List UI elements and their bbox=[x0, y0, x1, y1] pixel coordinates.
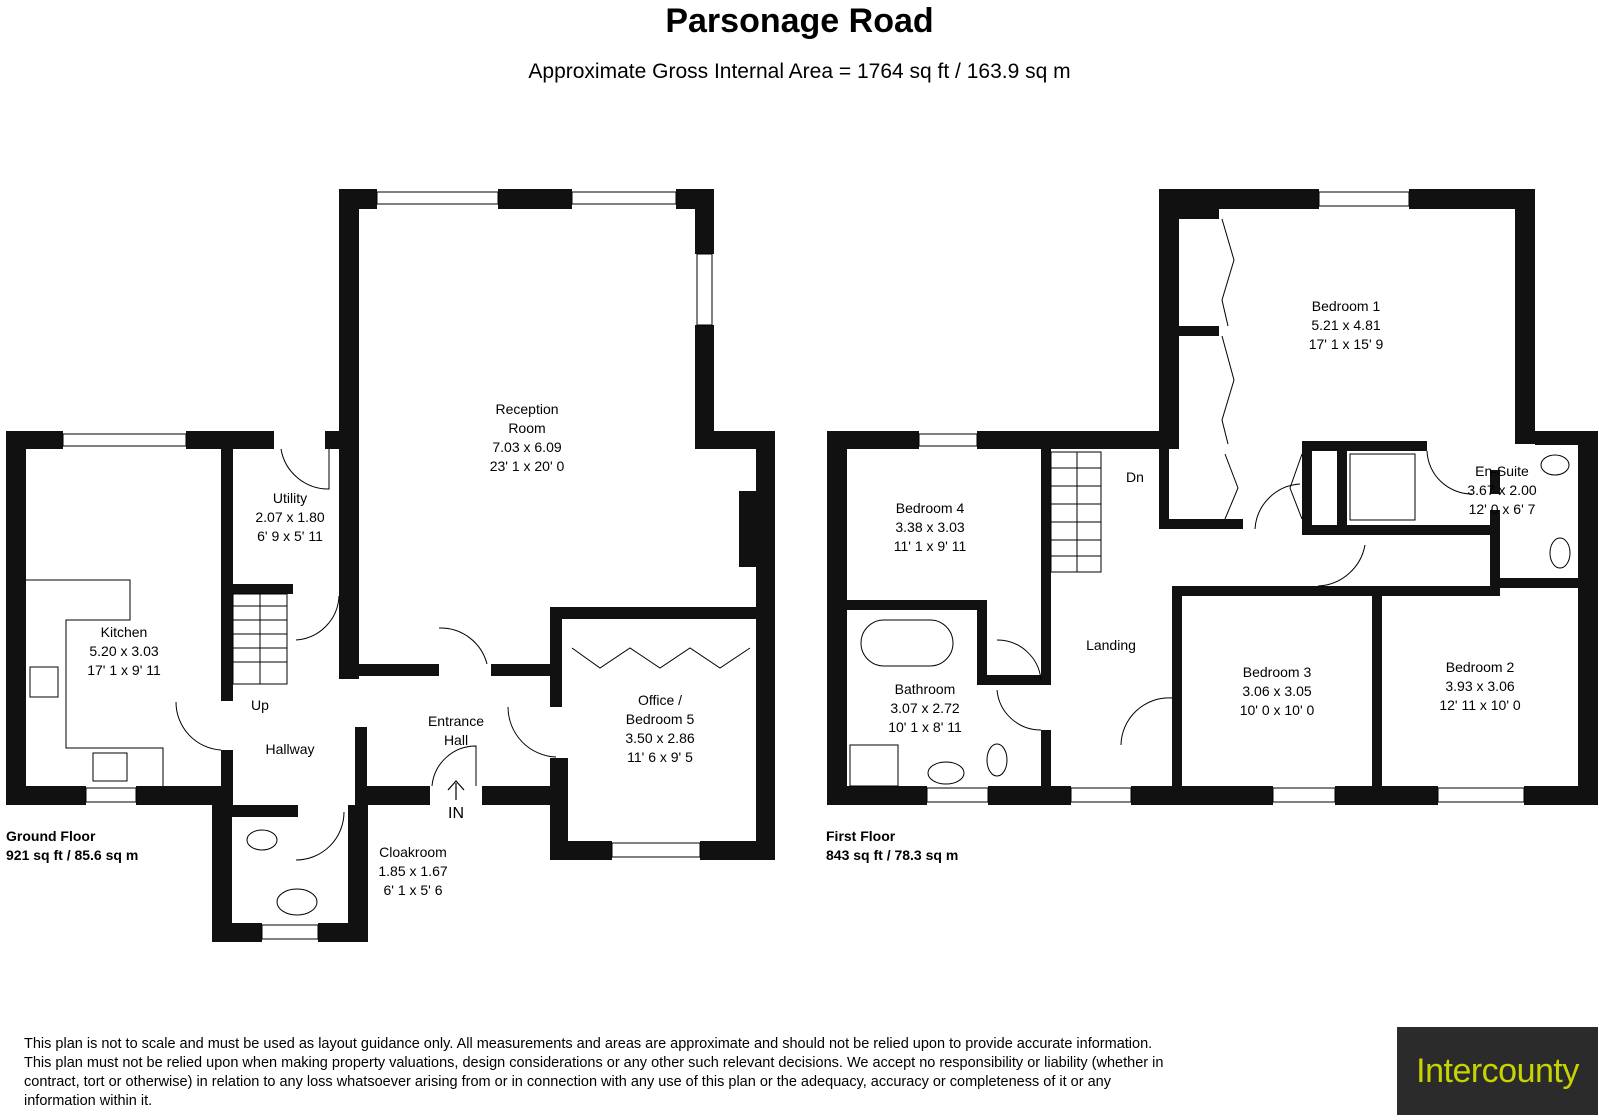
svg-text:6' 1 x 5' 6: 6' 1 x 5' 6 bbox=[383, 882, 443, 898]
wall bbox=[700, 841, 775, 860]
wall bbox=[695, 189, 714, 254]
room-bathroom bbox=[888, 681, 962, 735]
svg-text:17' 1 x 9' 11: 17' 1 x 9' 11 bbox=[87, 662, 161, 678]
wall bbox=[1179, 326, 1219, 336]
room-entrance-hall bbox=[428, 713, 484, 748]
shower-icon bbox=[1350, 454, 1415, 520]
shower-icon bbox=[850, 745, 898, 786]
intercounty-logo: Intercounty bbox=[1397, 1027, 1598, 1115]
basin-icon bbox=[1541, 455, 1569, 475]
first-floor-label bbox=[826, 827, 958, 865]
room-bedroom-1 bbox=[1309, 298, 1384, 352]
door-swing bbox=[281, 449, 329, 489]
wall bbox=[136, 786, 233, 805]
svg-text:Hallway: Hallway bbox=[265, 741, 315, 757]
window bbox=[919, 434, 977, 446]
wall bbox=[1159, 189, 1179, 449]
room-utility bbox=[255, 490, 324, 544]
svg-text:Bedroom 3: Bedroom 3 bbox=[1242, 664, 1312, 680]
door-swing bbox=[439, 628, 487, 664]
wall bbox=[6, 786, 86, 805]
wall bbox=[6, 431, 26, 805]
svg-text:3.06 x 3.05: 3.06 x 3.05 bbox=[1242, 683, 1312, 699]
chimney-breast bbox=[739, 491, 756, 567]
svg-text:Entrance: Entrance bbox=[427, 713, 485, 729]
front-door-swing bbox=[432, 746, 476, 786]
wall bbox=[212, 805, 232, 942]
wall bbox=[482, 786, 568, 805]
window bbox=[86, 788, 136, 802]
wall bbox=[1490, 578, 1598, 588]
wall bbox=[827, 786, 927, 805]
wardrobe-doors bbox=[1222, 336, 1234, 444]
entry-arrow-icon bbox=[448, 781, 464, 800]
svg-text:Cloakroom: Cloakroom bbox=[379, 844, 447, 860]
wall bbox=[1159, 189, 1319, 209]
wall bbox=[1382, 586, 1500, 596]
first-floor-plan bbox=[572, 189, 1598, 805]
door-swing bbox=[1255, 484, 1300, 529]
wall bbox=[1041, 730, 1051, 786]
wall bbox=[550, 841, 612, 860]
wall bbox=[1159, 444, 1169, 529]
wall bbox=[977, 675, 1051, 685]
svg-text:Room: Room bbox=[508, 420, 546, 436]
bath-icon bbox=[861, 620, 953, 666]
wall bbox=[1337, 441, 1347, 526]
svg-text:5.20 x 3.03: 5.20 x 3.03 bbox=[89, 643, 159, 659]
window bbox=[377, 192, 498, 204]
door-swing bbox=[296, 812, 344, 860]
room-kitchen bbox=[87, 624, 161, 678]
wall bbox=[1131, 786, 1273, 805]
svg-text:10' 0 x 10' 0: 10' 0 x 10' 0 bbox=[1239, 702, 1315, 718]
svg-text:Kitchen: Kitchen bbox=[100, 624, 148, 640]
room-landing bbox=[1086, 637, 1136, 653]
wall bbox=[827, 431, 847, 805]
ground-floor-label bbox=[6, 827, 138, 865]
door-swing bbox=[1318, 545, 1365, 586]
kitchen-worktop bbox=[26, 580, 163, 786]
toilet-icon bbox=[1550, 538, 1570, 568]
wall bbox=[1372, 586, 1382, 786]
svg-text:3.50 x 2.86: 3.50 x 2.86 bbox=[625, 730, 695, 746]
svg-text:Hall: Hall bbox=[443, 732, 469, 748]
svg-text:Bedroom 4: Bedroom 4 bbox=[895, 500, 965, 516]
toilet-icon bbox=[247, 830, 277, 850]
svg-text:12' 0 x 6' 7: 12' 0 x 6' 7 bbox=[1468, 501, 1536, 517]
window bbox=[572, 192, 676, 204]
room-office bbox=[625, 692, 694, 765]
room-reception bbox=[490, 401, 565, 474]
wall bbox=[1172, 586, 1382, 596]
basin-icon bbox=[277, 889, 317, 915]
wall bbox=[1159, 519, 1243, 529]
svg-text:3.07 x 2.72: 3.07 x 2.72 bbox=[890, 700, 960, 716]
door-swing bbox=[176, 702, 221, 750]
door-swing bbox=[296, 596, 339, 640]
svg-text:Office /: Office / bbox=[637, 692, 683, 708]
wall bbox=[318, 923, 368, 942]
svg-text:Bathroom: Bathroom bbox=[894, 681, 956, 697]
svg-text:11' 6 x 9' 5: 11' 6 x 9' 5 bbox=[627, 749, 693, 765]
room-hallway bbox=[265, 741, 314, 757]
svg-text:23' 1 x 20' 0: 23' 1 x 20' 0 bbox=[489, 458, 565, 474]
svg-text:Bedroom 2: Bedroom 2 bbox=[1445, 659, 1515, 675]
svg-text:7.03 x 6.09: 7.03 x 6.09 bbox=[492, 439, 562, 455]
window bbox=[1319, 192, 1409, 206]
wall bbox=[756, 607, 775, 860]
wall bbox=[1179, 209, 1219, 219]
wall bbox=[977, 600, 987, 685]
stairs-down-label bbox=[1126, 469, 1144, 485]
wall bbox=[348, 805, 368, 942]
wall bbox=[491, 664, 562, 676]
window bbox=[927, 788, 988, 802]
svg-text:Bedroom 1: Bedroom 1 bbox=[1311, 298, 1381, 314]
wall bbox=[550, 607, 562, 707]
wardrobe-doors bbox=[1225, 454, 1238, 519]
gross-area-subtitle: Approximate Gross Internal Area = 1764 sq ft / 163.9 sq m bbox=[528, 60, 1071, 83]
basin-icon bbox=[928, 762, 964, 784]
wall bbox=[1490, 510, 1500, 578]
svg-text:1.85 x 1.67: 1.85 x 1.67 bbox=[378, 863, 448, 879]
svg-text:3.93 x 3.06: 3.93 x 3.06 bbox=[1445, 678, 1515, 694]
svg-text:11' 1 x 9' 11: 11' 1 x 9' 11 bbox=[893, 538, 967, 554]
sink-icon bbox=[93, 753, 127, 781]
stairs-down bbox=[1051, 452, 1101, 572]
door-swing bbox=[1427, 451, 1472, 494]
svg-text:12' 11 x 10' 0: 12' 11 x 10' 0 bbox=[1439, 697, 1521, 713]
door-swing bbox=[508, 707, 556, 757]
stairs-up bbox=[233, 594, 287, 684]
wall bbox=[212, 923, 262, 942]
wall bbox=[339, 584, 359, 594]
wall bbox=[988, 786, 1071, 805]
svg-text:10' 1 x 8' 11: 10' 1 x 8' 11 bbox=[888, 719, 962, 735]
entry-label bbox=[448, 805, 464, 822]
wall bbox=[1515, 189, 1535, 444]
wall bbox=[355, 786, 430, 805]
wardrobe-doors bbox=[1222, 219, 1234, 326]
door-swing bbox=[997, 640, 1041, 680]
door-swing bbox=[1121, 698, 1172, 745]
wall bbox=[1578, 431, 1598, 805]
window bbox=[612, 843, 700, 857]
wall bbox=[221, 431, 233, 701]
wardrobe-doors bbox=[1290, 454, 1302, 519]
svg-text:3.38 x 3.03: 3.38 x 3.03 bbox=[895, 519, 965, 535]
door-swing bbox=[997, 690, 1041, 730]
wall bbox=[977, 431, 1179, 449]
svg-text:3.67 x 2.00: 3.67 x 2.00 bbox=[1467, 482, 1537, 498]
wall bbox=[498, 189, 572, 209]
toilet-icon bbox=[987, 744, 1007, 776]
svg-text:Up: Up bbox=[251, 697, 269, 713]
svg-text:2.07 x 1.80: 2.07 x 1.80 bbox=[255, 509, 325, 525]
plan-title: Parsonage Road bbox=[665, 2, 934, 40]
wall bbox=[756, 431, 775, 619]
ground-floor-name: Ground Floor bbox=[6, 828, 96, 844]
stairs-up-label bbox=[251, 697, 269, 713]
wall bbox=[847, 600, 977, 610]
disclaimer-text: This plan is not to scale and must be used as layout guidance only. All measurements and areas are approximate and should not be relied upon to provide accurate information. This plan must not be relied upon when making property valuations, design considerations or any other such relevant decisions. We accept no responsibility or liability (whether in contract, tort or otherwise) in relation to any loss whatsoever arising from or in connection with any use of this plan or the adequacy, accuracy or completeness of it or any information within it. bbox=[24, 1036, 1164, 1109]
wall bbox=[1524, 786, 1598, 805]
room-bedroom-4 bbox=[894, 500, 967, 554]
svg-text:17' 1 x 15' 9: 17' 1 x 15' 9 bbox=[1308, 336, 1384, 352]
svg-text:6' 9 x 5' 11: 6' 9 x 5' 11 bbox=[257, 528, 323, 544]
wall bbox=[232, 805, 298, 817]
first-floor-name: First Floor bbox=[826, 828, 896, 844]
wall bbox=[325, 431, 359, 449]
room-cloakroom bbox=[372, 842, 454, 900]
wall bbox=[695, 325, 714, 433]
svg-text:5.21 x 4.81: 5.21 x 4.81 bbox=[1311, 317, 1381, 333]
svg-text:Dn: Dn bbox=[1126, 469, 1144, 485]
wall bbox=[1041, 449, 1051, 679]
hob-icon bbox=[30, 667, 58, 697]
svg-text:IN: IN bbox=[448, 805, 464, 822]
wall bbox=[1302, 441, 1427, 451]
svg-text:Utility: Utility bbox=[272, 490, 308, 506]
window bbox=[262, 925, 318, 939]
window bbox=[1071, 788, 1131, 802]
wall bbox=[359, 664, 439, 676]
wall bbox=[1535, 431, 1598, 445]
ground-floor-area: 921 sq ft / 85.6 sq m bbox=[6, 847, 139, 863]
wall bbox=[6, 431, 63, 449]
svg-text:Bedroom 5: Bedroom 5 bbox=[625, 711, 695, 727]
wall bbox=[1302, 525, 1500, 535]
wall bbox=[233, 584, 293, 594]
svg-text:Reception: Reception bbox=[495, 401, 559, 417]
svg-text:En-Suite: En-Suite bbox=[1475, 463, 1529, 479]
wall bbox=[1302, 441, 1312, 526]
wardrobe-doors bbox=[572, 648, 750, 668]
wall bbox=[339, 189, 377, 209]
window bbox=[1438, 788, 1524, 802]
room-bedroom-3 bbox=[1240, 664, 1315, 718]
svg-text:Landing: Landing bbox=[1086, 637, 1136, 653]
wall bbox=[1172, 586, 1182, 786]
room-bedroom-2 bbox=[1439, 659, 1521, 713]
window bbox=[63, 434, 186, 446]
room-en-suite bbox=[1467, 463, 1536, 517]
window bbox=[697, 254, 712, 325]
window bbox=[1273, 788, 1335, 802]
first-floor-area: 843 sq ft / 78.3 sq m bbox=[826, 847, 959, 863]
wall bbox=[550, 607, 775, 619]
wall bbox=[1335, 786, 1438, 805]
